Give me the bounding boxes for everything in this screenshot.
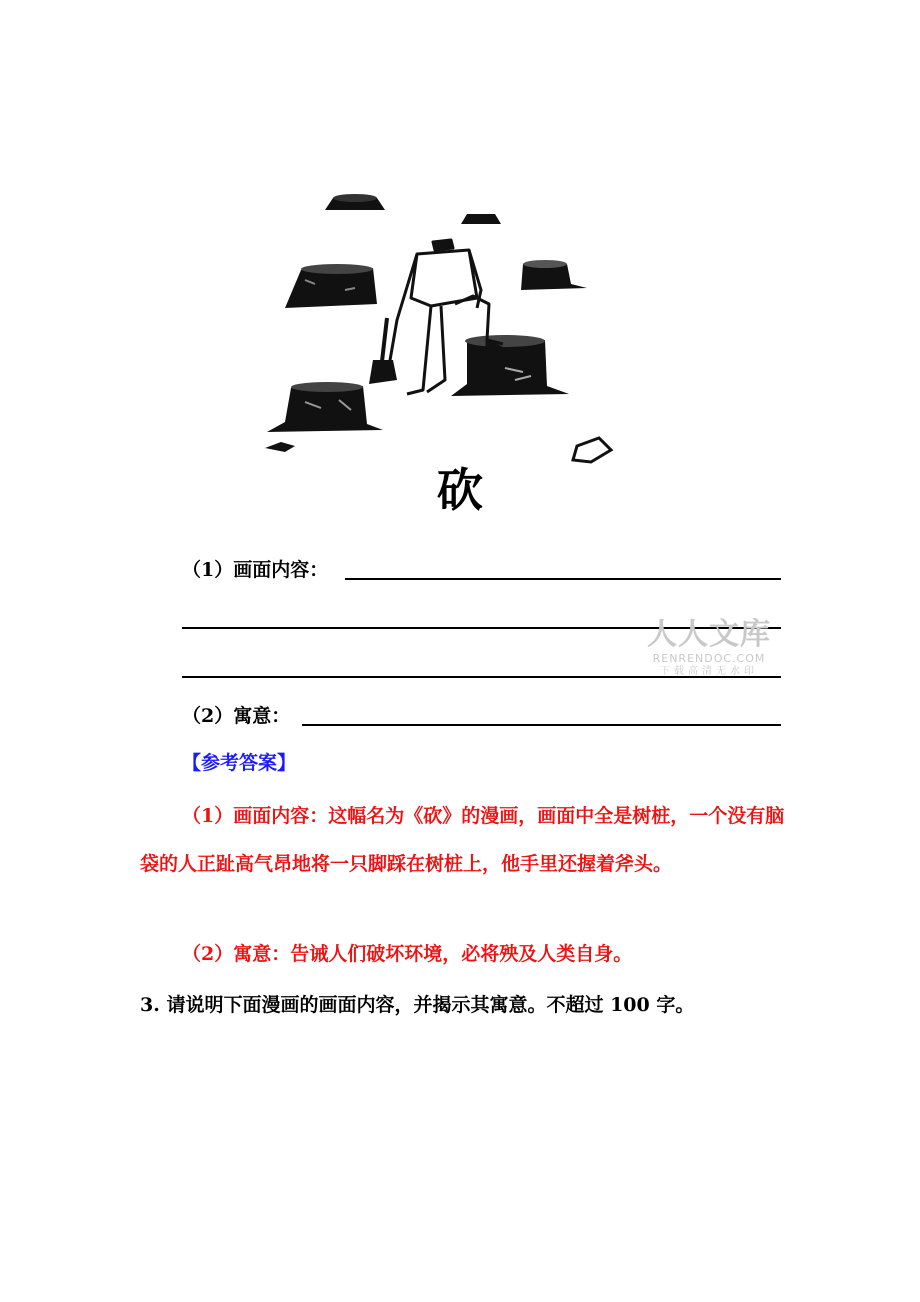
- tree-stump: [285, 264, 377, 308]
- tree-stump: [461, 214, 501, 224]
- answer-content-text: （1）画面内容：这幅名为《砍》的漫画，画面中全是树桩，一个没有脑袋的人正趾高气昂地将一只脚踩在树桩上，他手里还握着斧头。: [140, 805, 785, 875]
- debris-shape: [573, 438, 611, 462]
- tree-stump: [267, 382, 383, 432]
- q1-answer-line[interactable]: [345, 578, 781, 580]
- tree-stump: [521, 260, 587, 290]
- q2-answer-line[interactable]: [302, 724, 781, 726]
- cartoon-illustration: [255, 180, 635, 470]
- tree-stump: [325, 194, 385, 210]
- watermark-main: 人人文库: [647, 617, 771, 652]
- watermark-sub: RENRENDOC.COM: [652, 652, 766, 665]
- q1-label: （1）画面内容：: [182, 559, 329, 581]
- q2-label: （2）寓意：: [182, 705, 291, 727]
- answer-meaning-paragraph: [140, 930, 790, 978]
- question-3-text: 3. 请说明下面漫画的画面内容，并揭示其寓意。不超过 100 字。: [140, 994, 695, 1016]
- answer-heading: 【参考答案】: [182, 752, 297, 774]
- answer-content-paragraph: [140, 792, 790, 888]
- watermark: [644, 618, 774, 678]
- watermark-small: 下载高清无水印: [660, 666, 758, 677]
- tree-stump: [451, 335, 569, 396]
- cartoon-title: 砍: [437, 463, 483, 517]
- answer-meaning-text: （2）寓意：告诫人们破坏环境，必将殃及人类自身。: [182, 943, 633, 965]
- debris-shape: [265, 442, 295, 452]
